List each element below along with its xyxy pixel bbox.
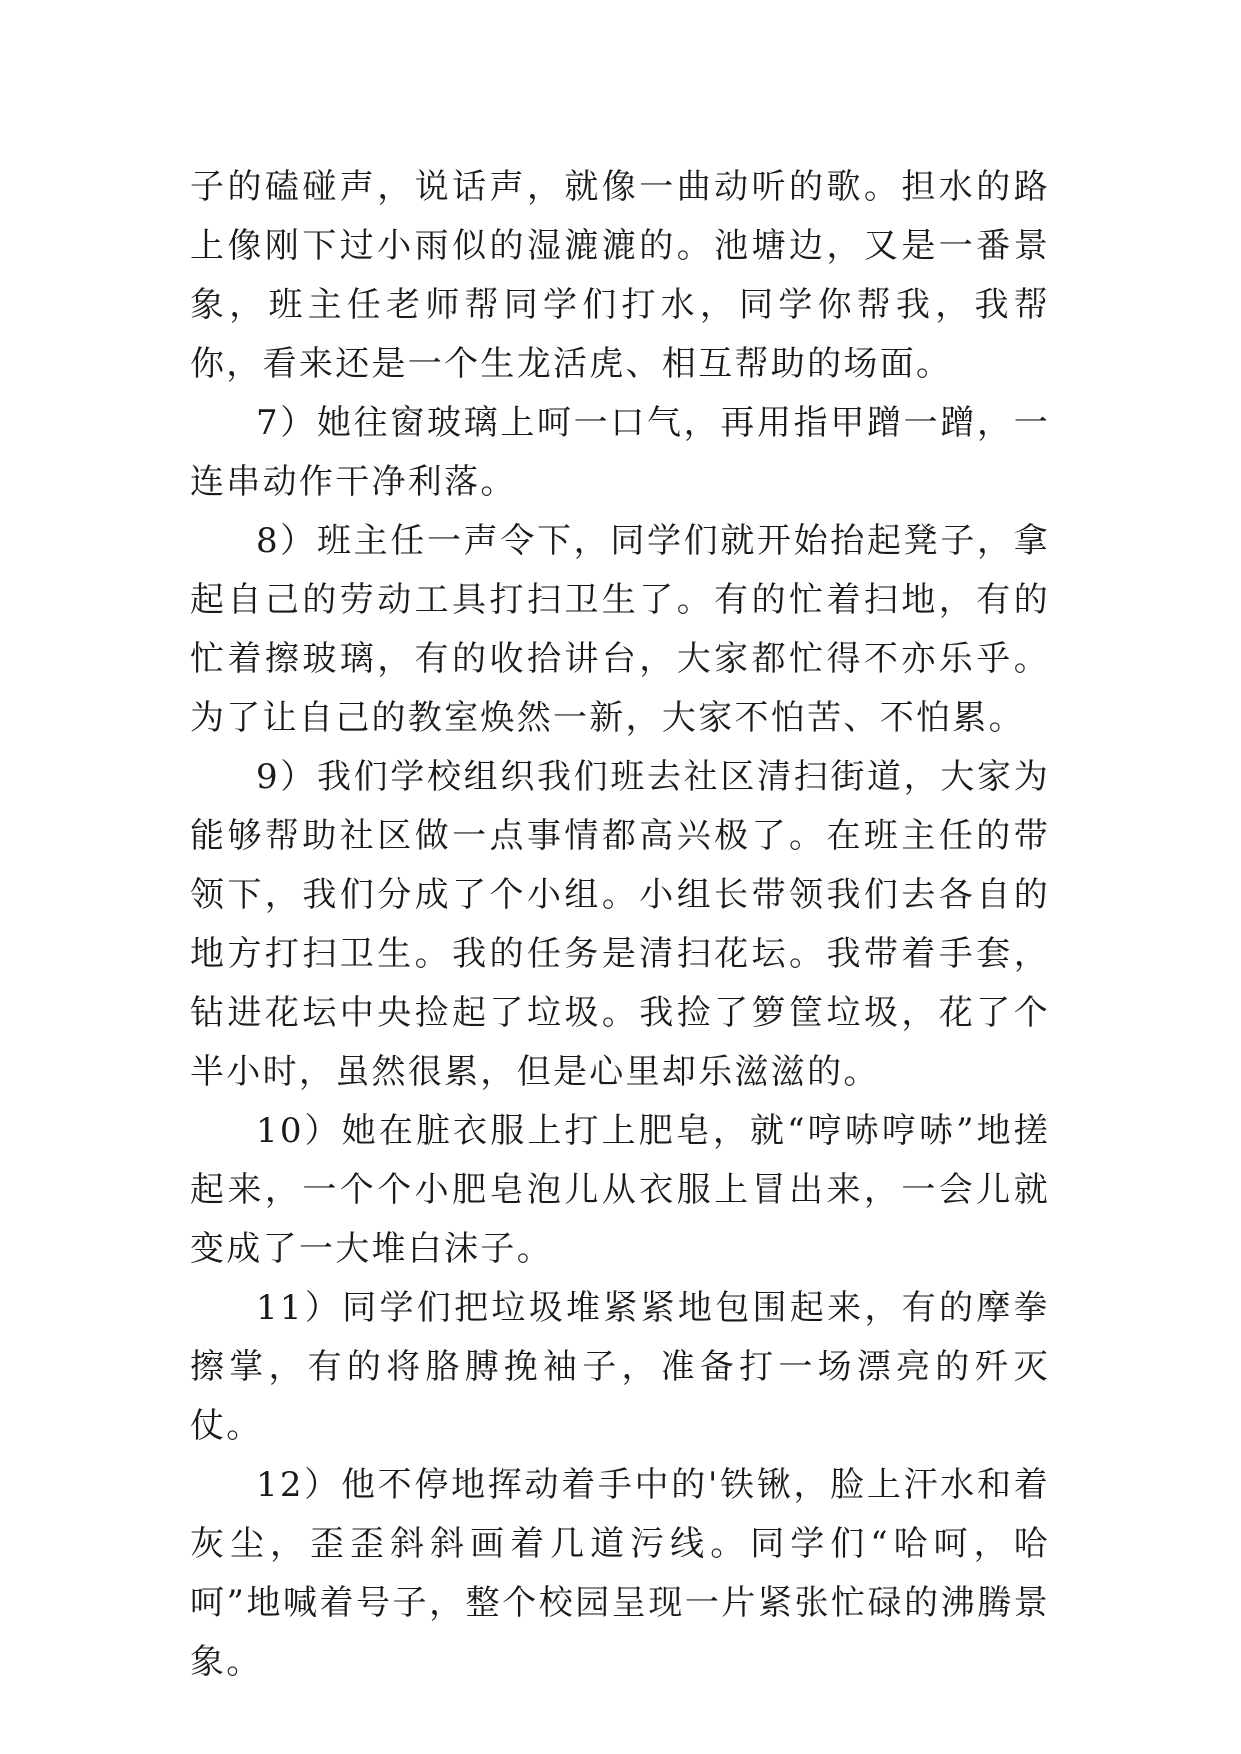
paragraph-item-10: 10）她在脏衣服上打上肥皂，就“哼哧哼哧”地搓起来，一个个小肥皂泡儿从衣服上冒出来，一会儿就变成了一大堆白沫子。 [190, 1111, 1050, 1269]
paragraph-continued: 子的磕碰声，说话声，就像一曲动听的歌。担水的路上像刚下过小雨似的湿漉漉的。池塘边，又是一番景象，班主任老师帮同学们打水，同学你帮我，我帮你，看来还是一个生龙活虎、相互帮助的场面。 [190, 167, 1050, 384]
paragraph-item-12: 12）他不停地挥动着手中的'铁锹，脸上汗水和着灰尘，歪歪斜斜画着几道污线。同学们“哈呵，哈呵”地喊着号子，整个校园呈现一片紧张忙碌的沸腾景象。 [190, 1465, 1050, 1682]
document-body [190, 158, 1050, 1692]
paragraph-item-9: 9）我们学校组织我们班去社区清扫街道，大家为能够帮助社区做一点事情都高兴极了。在班主任的带领下，我们分成了个小组。小组长带领我们去各自的地方打扫卫生。我的任务是清扫花坛。我带着手套，钻进花坛中央捡起了垃圾。我捡了箩筐垃圾，花了个半小时，虽然很累，但是心里却乐滋滋的。 [190, 757, 1050, 1092]
paragraph-item-11: 11）同学们把垃圾堆紧紧地包围起来，有的摩拳擦掌，有的将胳膊挽袖子，准备打一场漂亮的歼灭仗。 [190, 1288, 1050, 1446]
paragraph-item-7: 7）她往窗玻璃上呵一口气，再用指甲蹭一蹭，一连串动作干净利落。 [190, 403, 1050, 502]
paragraph-item-8: 8）班主任一声令下，同学们就开始抬起凳子，拿起自己的劳动工具打扫卫生了。有的忙着扫地，有的忙着擦玻璃，有的收拾讲台，大家都忙得不亦乐乎。为了让自己的教室焕然一新，大家不怕苦、不怕累。 [190, 521, 1050, 738]
